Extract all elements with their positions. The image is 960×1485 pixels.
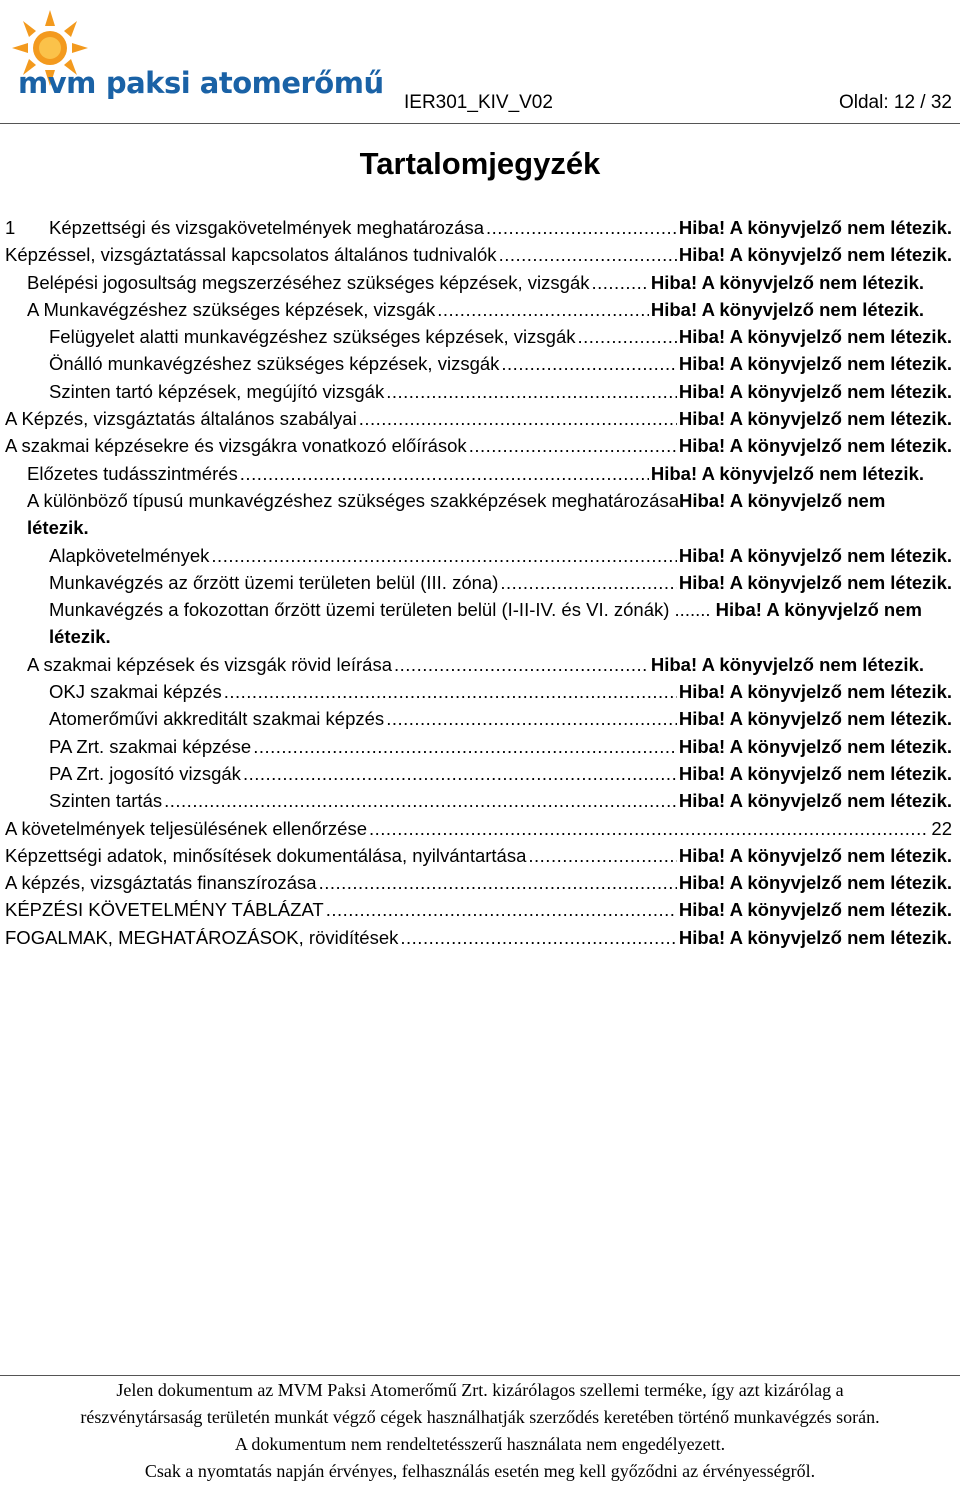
toc-entry[interactable] [0, 214, 960, 241]
toc-leader [319, 869, 677, 896]
toc-entry-text: OKJ szakmai képzés [49, 681, 222, 703]
toc-entry-text: A szakmai képzések és vizsgák rövid leírása [27, 653, 393, 675]
toc-leader [528, 842, 676, 869]
toc-leader [592, 269, 649, 296]
toc-entry-page: Hiba! A könyvjelző nem létezik. [650, 653, 924, 675]
toc-entry[interactable] [0, 815, 960, 842]
toc-entry[interactable] [0, 569, 960, 596]
toc-entry-page: Hiba! A könyvjelző nem létezik. [678, 571, 952, 593]
toc-entry-page: Hiba! A könyvjelző nem létezik. [27, 489, 886, 539]
toc-leader [243, 760, 677, 787]
toc-entry-page: Hiba! A könyvjelző nem létezik. [678, 681, 952, 703]
toc-entry[interactable] [0, 733, 960, 760]
toc-leader [386, 378, 677, 405]
toc-entry[interactable] [0, 651, 960, 678]
page-header [0, 0, 960, 124]
toc-entry-text: A Munkavégzéshez szükséges képzések, vizsgák [27, 298, 436, 320]
toc-leader [394, 651, 649, 678]
logo-company-text: paksi atomerőmű [105, 66, 384, 100]
footer-divider [0, 1375, 960, 1376]
logo-mvm-text: mvm [18, 66, 96, 100]
toc-entry-page: Hiba! A könyvjelző nem létezik. [678, 872, 952, 894]
page-number: Oldal: 12 / 32 [838, 92, 952, 113]
header-divider [0, 123, 960, 124]
toc-entry-text: PA Zrt. jogosító vizsgák [49, 762, 241, 784]
toc-entry-page: Hiba! A könyvjelző nem létezik. [678, 790, 952, 812]
toc-entry-text: Önálló munkavégzéshez szükséges képzések, vizsgák [49, 353, 500, 375]
toc-leader [253, 733, 677, 760]
toc-leader [501, 350, 676, 377]
toc-entry-page: Hiba! A könyvjelző nem létezik. [678, 217, 952, 238]
toc-entry-text: Munkavégzés az őrzött üzemi területen belül (III. zóna) [49, 571, 499, 593]
company-logo [4, 8, 384, 108]
toc-entry-text: FOGALMAK, MEGHATÁROZÁSOK, rövidítések [5, 926, 399, 948]
toc-entry-page: Hiba! A könyvjelző nem létezik. [678, 708, 952, 730]
toc-entry[interactable] [0, 678, 960, 705]
toc-entry[interactable] [0, 705, 960, 732]
toc-entry-page: Hiba! A könyvjelző nem létezik. [678, 244, 952, 266]
toc-entry-number: 1 [5, 217, 16, 238]
toc-leader [500, 569, 677, 596]
toc-leader [224, 678, 677, 705]
toc-title: Tartalomjegyzék [359, 146, 601, 181]
toc-entry-page: Hiba! A könyvjelző nem létezik. [678, 326, 952, 348]
toc-entry-page: Hiba! A könyvjelző nem létezik. [678, 353, 952, 375]
toc-entry[interactable] [0, 405, 960, 432]
toc-entry[interactable] [0, 869, 960, 896]
footer-line: Jelen dokumentum az MVM Paksi Atomerőmű Zrt. kizárólagos szellemi terméke, így azt kizárólag a [116, 1380, 844, 1400]
toc-entry-text: Képzéssel, vizsgáztatással kapcsolatos általános tudnivalók [5, 244, 497, 266]
toc-entry-page: Hiba! A könyvjelző nem létezik. [678, 380, 952, 402]
footer-line: Csak a nyomtatás napján érvényes, felhasználás esetén meg kell győződni az érvényességről. [144, 1461, 816, 1481]
toc-entry[interactable] [0, 896, 960, 923]
toc-entry-page: Hiba! A könyvjelző nem létezik. [650, 298, 924, 320]
toc-entry-text: KÉPZÉSI KÖVETELMÉNY TÁBLÁZAT [5, 899, 324, 921]
toc-entry-text: Szinten tartó képzések, megújító vizsgák [49, 380, 385, 402]
toc-entry-page: Hiba! A könyvjelző nem létezik. [678, 435, 952, 457]
toc-entry-text: A Képzés, vizsgáztatás általános szabályai [5, 408, 357, 430]
toc-entry-text: A szakmai képzésekre és vizsgákra vonatkozó előírások [5, 435, 467, 457]
toc-entry-text: A különböző típusú munkavégzéshez szükséges szakképzések meghatározása [27, 489, 679, 511]
toc-entry[interactable] [0, 350, 960, 377]
toc-leader [386, 705, 677, 732]
toc-leader [499, 241, 677, 268]
toc-entry-text: Képzettségi és vizsgakövetelmények meghatározása [49, 217, 484, 238]
toc-entry-text: Szinten tartás [49, 790, 163, 812]
toc-entry[interactable] [0, 269, 960, 296]
toc-entry-text: A képzés, vizsgáztatás finanszírozása [5, 872, 317, 894]
toc-leader [240, 460, 649, 487]
toc-entry-page: Hiba! A könyvjelző nem létezik. [678, 899, 952, 921]
toc-entry[interactable] [0, 596, 960, 651]
logo-wordmark [18, 66, 384, 100]
footer-line: részvénytársaság területén munkát végző cégek használhatják szerződés keretében történő munkavégzés során. [80, 1407, 880, 1427]
toc-leader [469, 432, 677, 459]
toc-entry-text: Előzetes tudásszintmérés [27, 462, 238, 484]
toc-entry[interactable] [0, 760, 960, 787]
toc-entry[interactable] [0, 432, 960, 459]
toc-entry[interactable] [0, 542, 960, 569]
toc-entry-text: PA Zrt. szakmai képzése [49, 735, 252, 757]
toc-entry[interactable] [0, 241, 960, 268]
toc-entry[interactable] [0, 296, 960, 323]
toc-entry[interactable] [0, 787, 960, 814]
toc-leader [369, 815, 929, 842]
toc-leader: ....... [669, 599, 716, 621]
toc-entry-text: Atomerőművi akkreditált szakmai képzés [49, 708, 385, 730]
toc-entry[interactable] [0, 842, 960, 869]
toc-leader [578, 323, 677, 350]
toc-leader [164, 787, 677, 814]
toc-entry-text: Felügyelet alatti munkavégzéshez szükséges képzések, vizsgák [49, 326, 576, 348]
toc-entry-page: Hiba! A könyvjelző nem létezik. [678, 735, 952, 757]
toc-entry-page: Hiba! A könyvjelző nem létezik. [650, 462, 924, 484]
page-footer [0, 1377, 960, 1485]
toc-leader [359, 405, 677, 432]
toc-entry[interactable] [0, 323, 960, 350]
document-code: IER301_KIV_V02 [404, 92, 553, 113]
toc-entry-text: A követelmények teljesülésének ellenőrzése [5, 817, 367, 839]
toc-entry-page: Hiba! A könyvjelző nem létezik. [49, 599, 922, 648]
toc-leader [400, 924, 676, 951]
footer-line: A dokumentum nem rendeltetésszerű használata nem engedélyezett. [234, 1434, 726, 1454]
toc-entry[interactable] [0, 924, 960, 951]
toc-entry-page: Hiba! A könyvjelző nem létezik. [678, 544, 952, 566]
toc-entry-page: Hiba! A könyvjelző nem létezik. [650, 271, 924, 293]
toc-entry-page: Hiba! A könyvjelző nem létezik. [678, 844, 952, 866]
toc-entry[interactable] [0, 487, 960, 542]
table-of-contents [0, 214, 960, 951]
toc-entry-text: Alapkövetelmények [49, 544, 210, 566]
toc-leader [486, 214, 677, 241]
toc-entry-text: Képzettségi adatok, minősítések dokumentálása, nyilvántartása [5, 844, 527, 866]
toc-entry-text: Munkavégzés a fokozottan őrzött üzemi területen belül (I-II-IV. és VI. zónák) [49, 599, 670, 621]
toc-leader [211, 542, 676, 569]
toc-entry-page: Hiba! A könyvjelző nem létezik. [678, 926, 952, 948]
toc-entry-page: Hiba! A könyvjelző nem létezik. [678, 408, 952, 430]
toc-entry[interactable] [0, 460, 960, 487]
toc-entry[interactable] [0, 378, 960, 405]
toc-leader [437, 296, 649, 323]
toc-leader [326, 896, 677, 923]
toc-entry-text: Belépési jogosultság megszerzéséhez szükséges képzések, vizsgák [27, 271, 590, 293]
toc-entry-page: Hiba! A könyvjelző nem létezik. [678, 762, 952, 784]
toc-entry-page: 22 [931, 817, 952, 839]
